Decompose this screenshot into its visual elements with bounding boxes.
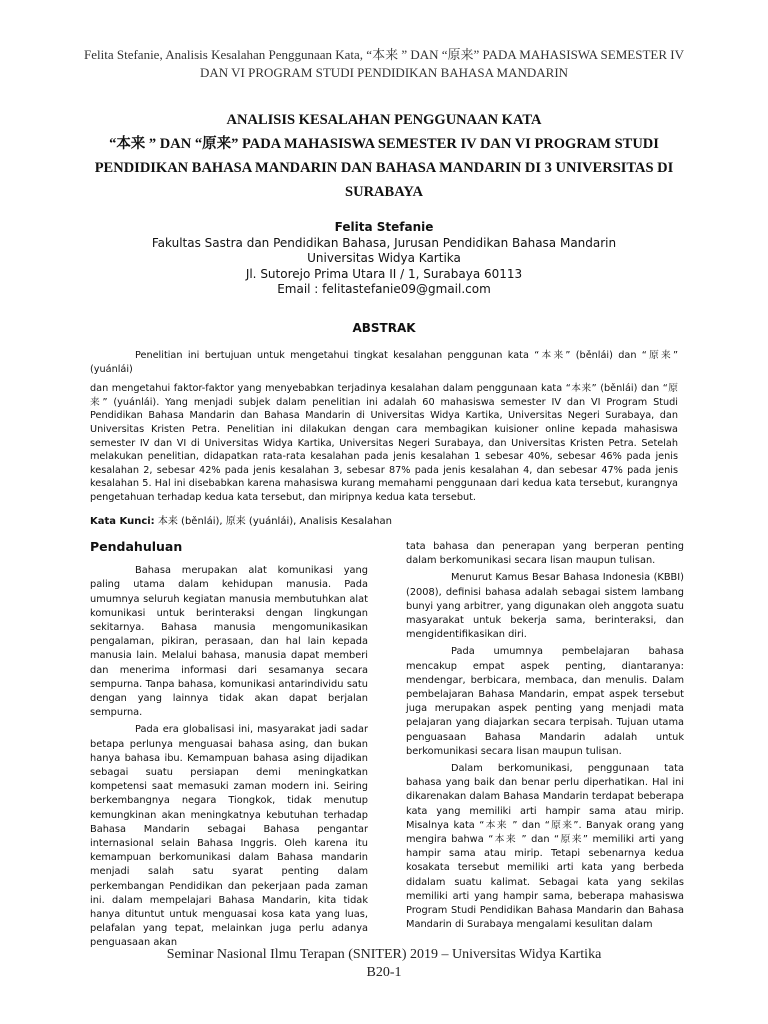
keywords — [90, 512, 678, 527]
abstract-body — [90, 349, 678, 505]
body-paragraph: Dalam berkomunikasi, penggunaan tata bahasa yang baik dan benar perlu diperhatikan. Hal ini dikarenakan dalam Bahasa Mandarin terdapat beberapa kata yang memiliki arti hampir sama atau mirip. Misalnya kata “本来 ” dan “原来”. Banyak orang yang mengira bahwa “本来 ” dan “原来” memiliki arti yang hampir sama atau mirip. Tetapi sebenarnya kedua kosakata tersebut memiliki arti kata yang berbeda didalam suatu kalimat. Sebagai kata yang sekilas memiliki arti yang hampir sama, beberapa mahasiswa Program Studi Pendidikan Bahasa Mandarin dan Bahasa Mandarin di Surabaya mengalami kesulitan dalam — [406, 763, 684, 931]
footer-conference: Seminar Nasional Ilmu Terapan (SNITER) 2019 – Universitas Widya Kartika — [166, 947, 602, 962]
title-line-4: SURABAYA — [345, 184, 423, 200]
title-line-3: PENDIDIKAN BAHASA MANDARIN DAN BAHASA MANDARIN DI 3 UNIVERSITAS DI — [94, 160, 674, 176]
title-line-2: “本来 ” DAN “原来” PADA MAHASISWA SEMESTER IV DAN VI PROGRAM STUDI — [109, 136, 659, 152]
author-university: Universitas Widya Kartika — [307, 251, 461, 265]
author-faculty: Fakultas Sastra dan Pendidikan Bahasa, Jurusan Pendidikan Bahasa Mandarin — [151, 235, 617, 250]
paper-title — [60, 108, 708, 204]
body-paragraph: Bahasa merupakan alat komunikasi yang paling utama dalam kehidupan manusia. Pada umumnya seluruh kegiatan manusia membutuhkan alat komunikasi untuk berinteraksi dengan lingkungan sekitarnya. Bahasa manusia mengomunikasikan pengalaman, pikiran, perasaan, dan hal lain kepada manusia lain. Melalui bahasa, manusia dapat memberi dan menerima informasi dari sesamanya secara sempurna. Tanpa bahasa, komunikasi antarindividu satu dengan yang lainnya tidak akan dapat berjalan sempurna. — [90, 565, 368, 719]
running-header-line-2: DAN VI PROGRAM STUDI PENDIDIKAN BAHASA MANDARIN — [199, 65, 569, 80]
page-number: B20-1 — [366, 965, 402, 980]
keywords-text: 本来 (běnlái), 原来 (yuánlái), Analisis Kesalahan — [157, 516, 392, 527]
body-paragraph: Pada era globalisasi ini, masyarakat jadi sadar betapa perlunya menguasai bahasa asing, dan bukan hanya bahasa ibu. Kemampuan bahasa asing dijadikan sebagai suatu persiapan demi meningkatkan kompetensi saat memasuki zaman modern ini. Seiring berkembangnya negara Tiongkok, tidak menutup kemungkinan akan meningkatnya kebutuhan terhadap Bahasa Mandarin sebagai Bahasa pengantar internasional selain Bahasa Inggris. Oleh karena itu kemampuan berkomunikasi dalam Bahasa mandarin menjadi salah satu syarat penting dalam perkembangan Pendidikan dan pekerjaan pada zaman ini. dalam mempelajari Bahasa Mandarin, kita tidak hanya dituntut untuk menguasai kosa kata yang luas, pelafalan yang tepat, melainkan juga perlu adanya penguasaan akan — [90, 724, 368, 949]
page-footer — [0, 946, 768, 982]
abstract-paragraph-1: Penelitian ini bertujuan untuk mengetahui tingkat kesalahan penggunan kata “本来” (běnlái) dan “原来” (yuánlái) — [90, 350, 678, 375]
author-email: Email : felitastefanie09@gmail.com — [277, 282, 491, 296]
author-block — [60, 220, 708, 298]
author-address: Jl. Sutorejo Prima Utara II / 1, Surabaya 60113 — [245, 266, 523, 281]
section-heading-pendahuluan: Pendahuluan — [90, 539, 183, 554]
abstract-paragraph-2: dan mengetahui faktor-faktor yang menyebabkan terjadinya kesalahan dalam penggunaan kata “本来” (běnlái) dan “原来” (yuánlái). Yang menjadi subjek dalam penelitian ini adalah 60 mahasiswa semester IV dan VI Program Studi Pendidikan Bahasa Mandarin dan Bahasa Mandarin di Universitas Widya Kartika, Universitas Negeri Surabaya, dan Universitas Kristen Petra. Penelitian ini dilakukan dengan cara membagikan kuisioner online kepada mahasiswa semester IV dan VI di Universitas Widya Kartika, Universitas Negeri Surabaya, dan Universitas Kristen Petra. Setelah melakukan penelitian, didapatkan rata-rata kesalahan pada jenis kesalahan 1 sebesar 40%, sebesar 46% pada jenis kesalahan 2, sebesar 42% pada jenis kesalahan 3, sebesar 87% pada jenis kesalahan 4, dan sebesar 47% pada jenis kesalahan 5. Hal ini disebabkan karena mahasiswa kurang memahami penggunaan dari kedua kata tersebut, kurangnya pengetahuan terhadap kedua kata tersebut, dan miripnya kedua kata tersebut. — [90, 383, 678, 503]
keywords-label: Kata Kunci: — [90, 516, 155, 527]
body-paragraph: Menurut Kamus Besar Bahasa Indonesia (KBBI) (2008), definisi bahasa adalah sebagai sistem lambang bunyi yang arbitrer, yang digunakan oleh anggota suatu masyarakat untuk bekerja sama, berinteraksi, dan mengidentifikasikan diri. — [406, 572, 684, 641]
body-paragraph: Pada umumnya pembelajaran bahasa mencakup empat aspek penting, diantaranya: mendengar, berbicara, membaca, dan menulis. Dalam pembelajaran Bahasa Mandarin, empat aspek tersebut juga merupakan aspek penting yang menjadi mata pelajaran yang diajarkan secara terpisah. Tujuan utama penguasaan Bahasa Mandarin adalah untuk berkomunikasi secara lisan maupun tulisan. — [406, 646, 684, 757]
running-header-line-1: Felita Stefanie, Analisis Kesalahan Penggunaan Kata, “本来 ” DAN “原来” PADA MAHASISWA SEMESTER IV — [84, 47, 684, 62]
body-paragraph-continued: tata bahasa dan penerapan yang berperan penting dalam berkomunikasi secara lisan maupun tulisan. — [406, 541, 684, 567]
running-header — [40, 46, 728, 82]
right-column — [406, 540, 684, 935]
title-line-1: ANALISIS KESALAHAN PENGGUNAAN KATA — [226, 112, 542, 128]
abstract-heading: ABSTRAK — [352, 321, 416, 335]
left-column — [90, 540, 368, 954]
author-name: Felita Stefanie — [334, 220, 434, 234]
